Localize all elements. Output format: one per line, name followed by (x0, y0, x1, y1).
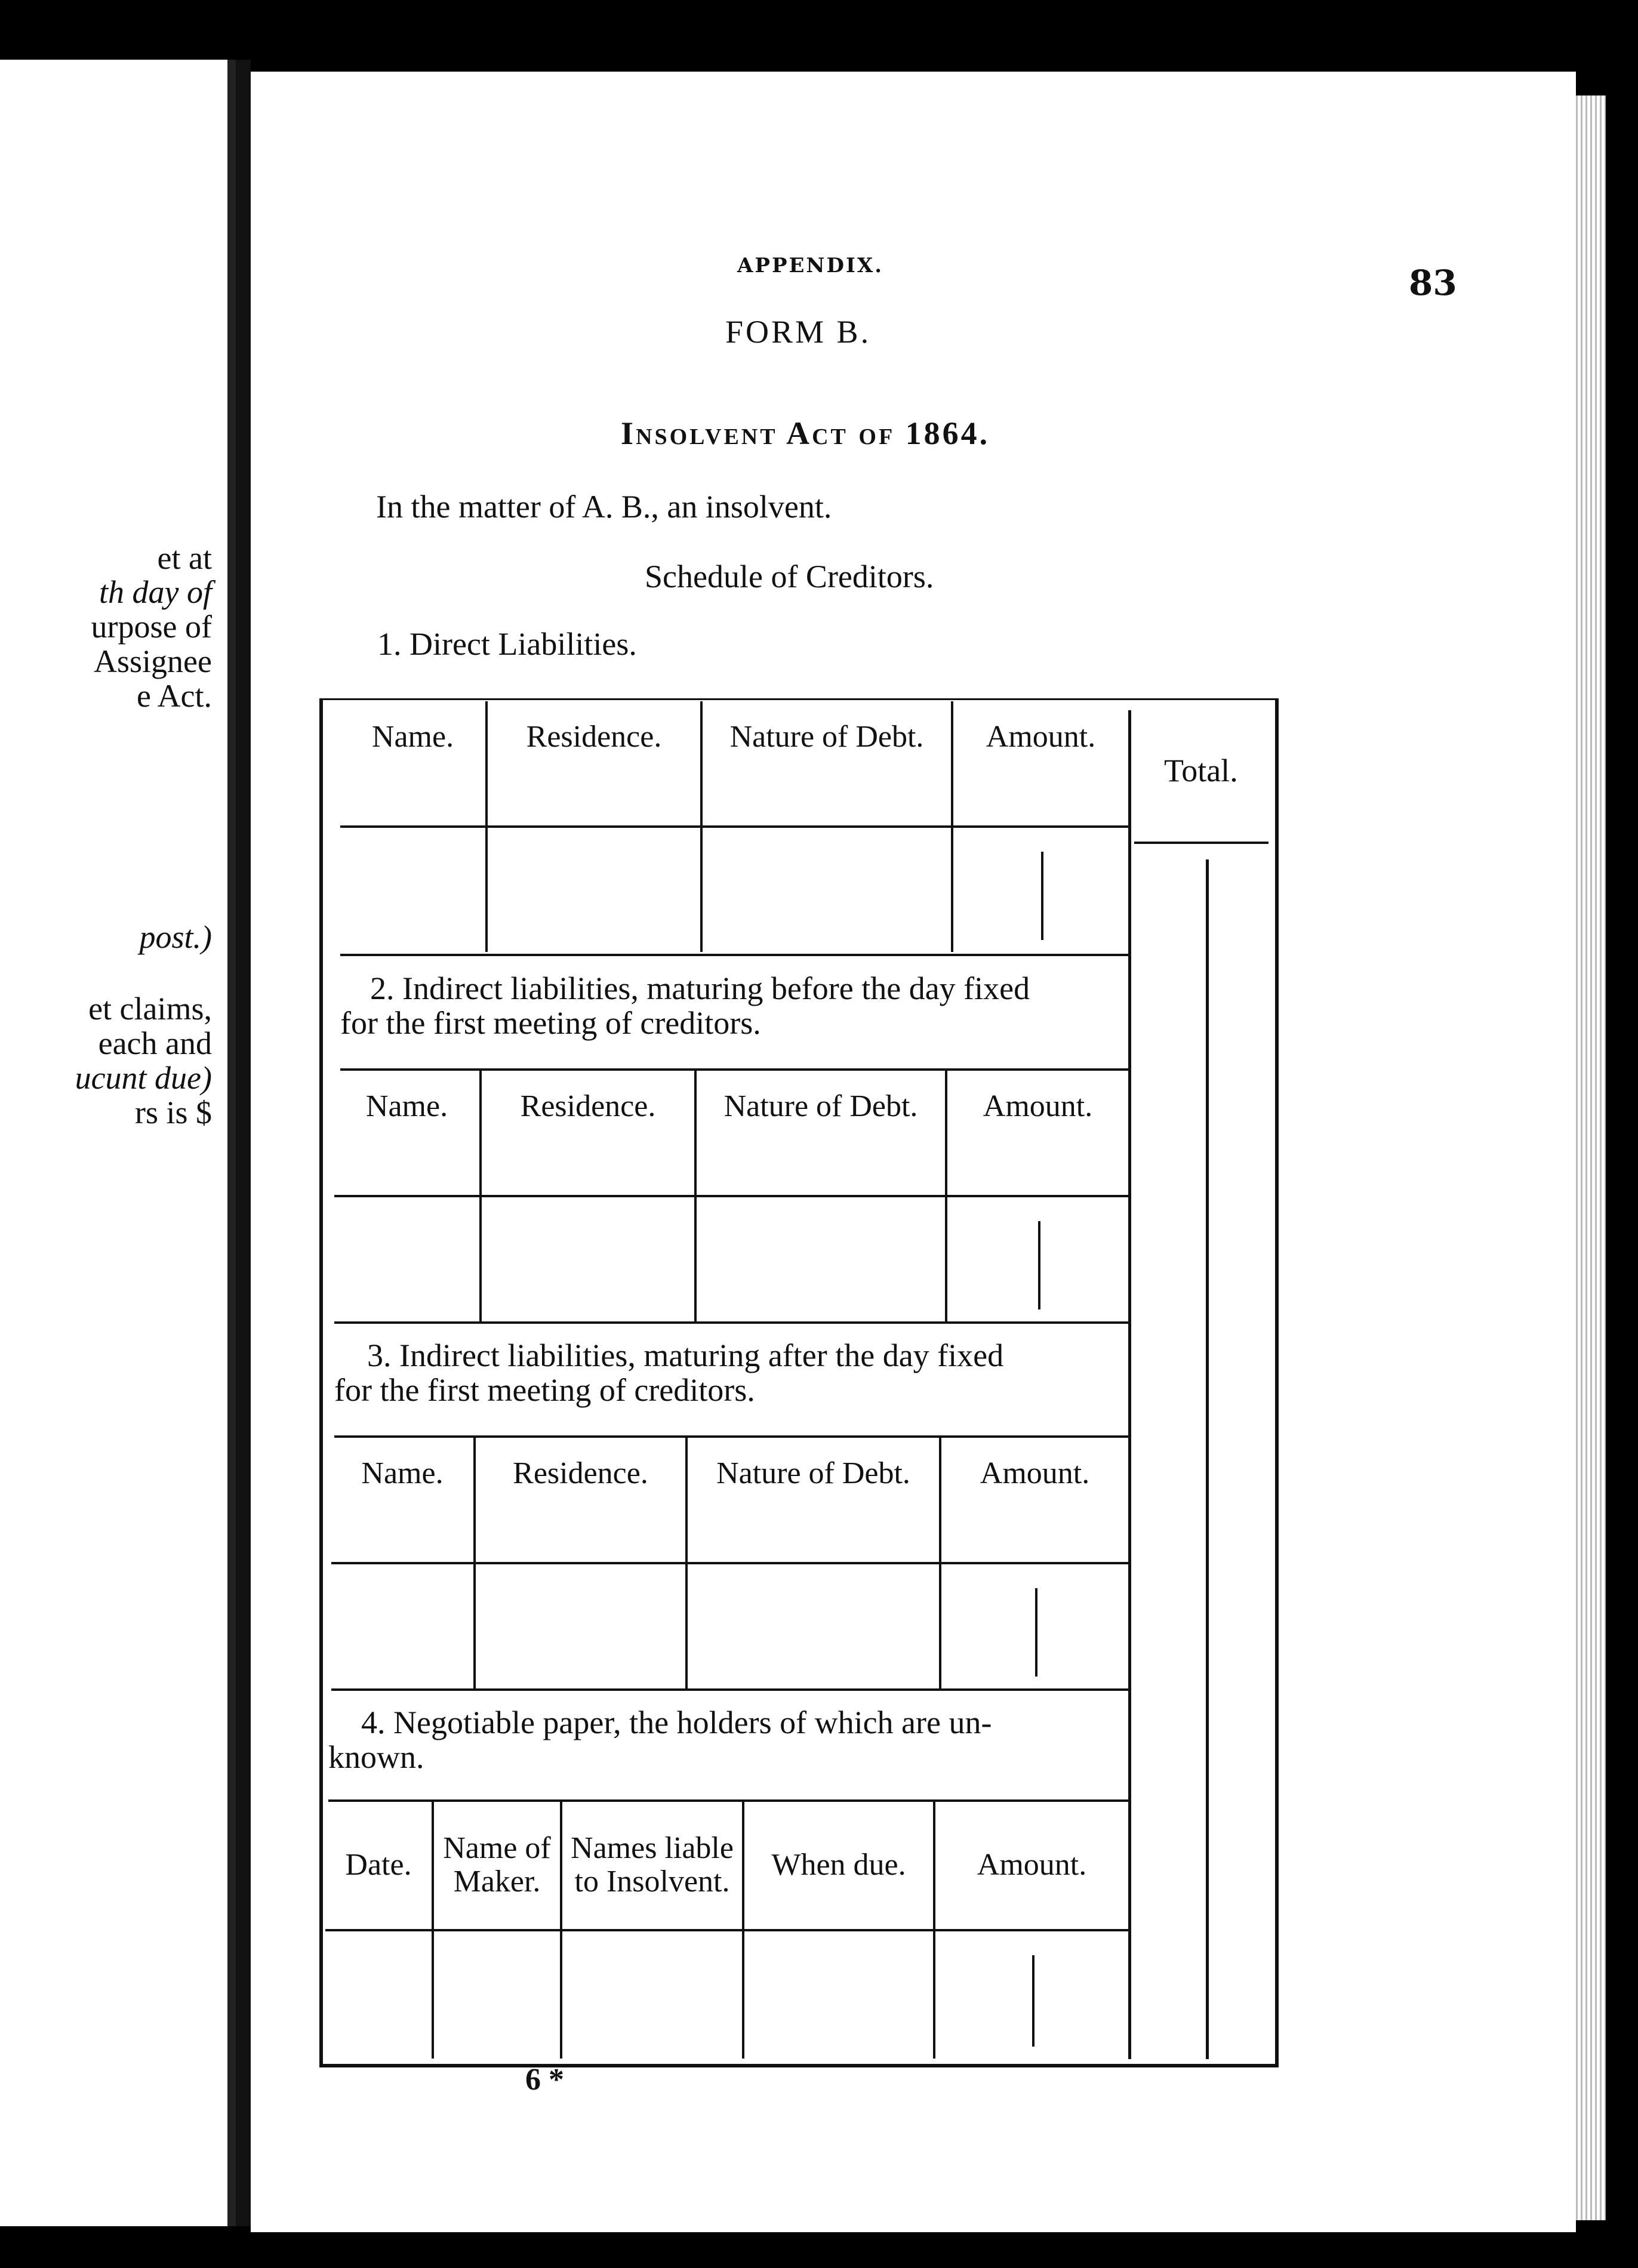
column-header-amount: Amount. (946, 1071, 1128, 1196)
left-page-line: each and (98, 1025, 212, 1061)
left-page-line: post.) (139, 919, 212, 955)
entry-cell[interactable] (701, 827, 952, 952)
amount-entry-cell[interactable] (934, 1930, 1128, 2059)
running-head: APPENDIX. (737, 254, 884, 278)
entry-cell[interactable] (695, 1196, 946, 1321)
section-divider (340, 954, 1128, 956)
entry-cell[interactable] (561, 1930, 743, 2059)
section-divider (331, 1688, 1128, 1691)
signature-mark: 6 * (525, 2063, 564, 2097)
column-header-name: Name. (340, 701, 487, 827)
section-2-heading-cont: for the first meeting of creditors. (340, 1005, 761, 1041)
column-header-residence: Residence. (481, 1071, 695, 1196)
entry-cell[interactable] (340, 827, 487, 952)
left-page-line: et claims, (88, 991, 212, 1027)
column-header-nature-of-debt: Nature of Debt. (686, 1438, 940, 1563)
column-header-nature-of-debt: Nature of Debt. (701, 701, 952, 827)
entry-cell[interactable] (334, 1196, 481, 1321)
section-2-table (334, 1071, 1128, 1321)
section-1-heading: 1. Direct Liabilities. (377, 626, 637, 662)
entry-cell[interactable] (433, 1930, 561, 2059)
column-header-names-liable: Names liable to Insolvent. (561, 1802, 743, 1930)
amount-entry-cell[interactable] (940, 1563, 1128, 1688)
left-page-line: th day of (99, 574, 212, 610)
entry-cell[interactable] (475, 1563, 686, 1688)
left-page-line: et at (157, 540, 212, 576)
section-divider (334, 1321, 1128, 1324)
section-4-heading: 4. Negotiable paper, the holders of which are un- (361, 1705, 992, 1740)
section-2-heading: 2. Indirect liabilities, maturing before the day fixed (370, 970, 1030, 1006)
section-3-heading-cont: for the first meeting of creditors. (334, 1372, 755, 1408)
left-facing-page (0, 60, 236, 2226)
column-header-residence: Residence. (475, 1438, 686, 1563)
section-1-table (340, 701, 1128, 952)
entry-cell[interactable] (487, 827, 701, 952)
matter-line: In the matter of A. B., an insolvent. (376, 489, 832, 525)
left-page-line: rs is $ (134, 1095, 212, 1130)
column-header-when-due: When due. (743, 1802, 934, 1930)
page-stack-edge (1576, 95, 1606, 2220)
entry-cell[interactable] (481, 1196, 695, 1321)
column-header-date: Date. (325, 1802, 433, 1930)
left-page-line: urpose of (91, 609, 212, 645)
book-gutter (236, 60, 251, 2226)
left-page-line: Assignee (94, 643, 212, 679)
page-gutter-edge (227, 60, 236, 2226)
total-amount-divider (1206, 859, 1209, 2059)
column-header-amount: Amount. (934, 1802, 1128, 1930)
left-page-line: ucunt due) (75, 1060, 212, 1096)
section-3-table (331, 1438, 1128, 1688)
schedule-title: Schedule of Creditors. (645, 559, 934, 594)
section-4-heading-cont: known. (328, 1739, 424, 1775)
form-title: FORM B. (725, 314, 872, 350)
entry-cell[interactable] (686, 1563, 940, 1688)
column-header-name: Name. (331, 1438, 475, 1563)
column-header-name-of-maker: Name of Maker. (433, 1802, 561, 1930)
amount-entry-cell[interactable] (946, 1196, 1128, 1321)
column-header-amount: Amount. (952, 701, 1128, 827)
left-page-line: e Act. (137, 678, 212, 714)
column-header-residence: Residence. (487, 701, 701, 827)
section-4-table (325, 1802, 1128, 2059)
entry-cell[interactable] (331, 1563, 475, 1688)
total-header-rule (1134, 842, 1268, 844)
total-column-divider (1128, 710, 1131, 2059)
entry-cell[interactable] (743, 1930, 934, 2059)
entry-cell[interactable] (325, 1930, 433, 2059)
column-header-name: Name. (334, 1071, 481, 1196)
page-number: 83 (1409, 263, 1457, 303)
amount-entry-cell[interactable] (952, 827, 1128, 952)
total-header: Total. (1164, 753, 1238, 788)
column-header-amount: Amount. (940, 1438, 1128, 1563)
section-3-heading: 3. Indirect liabilities, maturing after the day fixed (367, 1338, 1004, 1373)
column-header-nature-of-debt: Nature of Debt. (695, 1071, 946, 1196)
act-title: Insolvent Act of 1864. (621, 415, 990, 451)
